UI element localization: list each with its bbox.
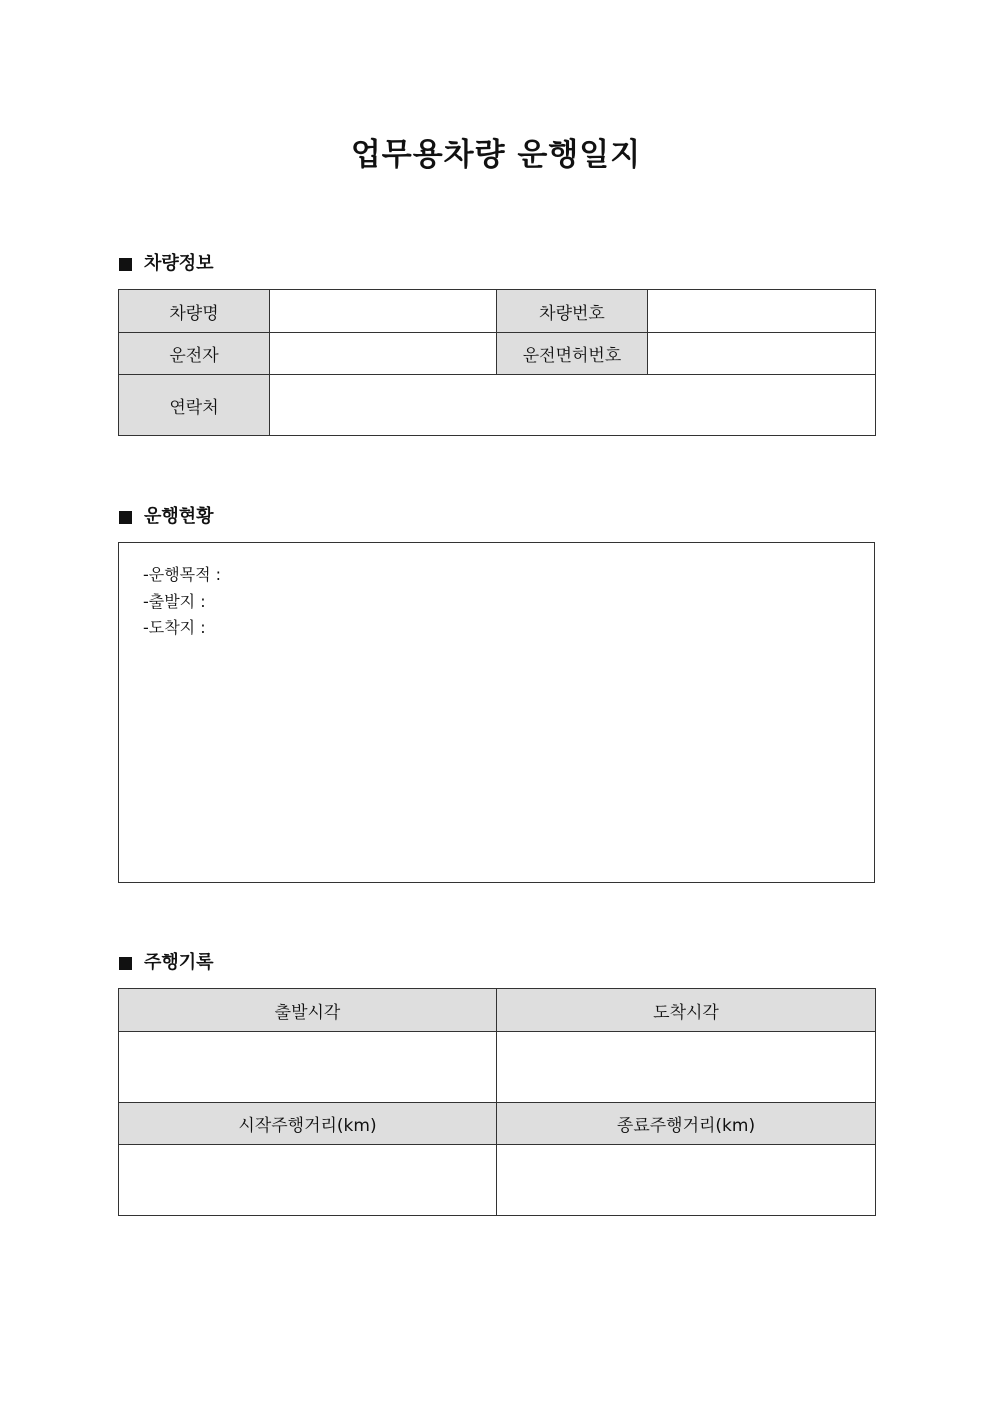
- table-row: [119, 989, 876, 1032]
- operation-status-heading-text: 운행현황: [144, 506, 214, 527]
- vehicle-info-table: [118, 289, 876, 436]
- table-row: [119, 1103, 876, 1145]
- vehicle-name-field[interactable]: [270, 290, 497, 333]
- contact-label: 연락처: [119, 375, 270, 436]
- end-mileage-field[interactable]: [497, 1145, 876, 1216]
- start-mileage-field[interactable]: [119, 1145, 497, 1216]
- departure-time-label: 출발시각: [119, 989, 497, 1032]
- driving-record-table: [118, 988, 876, 1216]
- driving-record-heading-text: 주행기록: [144, 952, 214, 973]
- destination-line: -도착지 :: [143, 618, 206, 637]
- operation-status-box[interactable]: [118, 542, 875, 883]
- license-number-label: 운전면허번호: [497, 333, 648, 375]
- table-row: [119, 1032, 876, 1103]
- page-title: 업무용차량 운행일지: [350, 137, 642, 173]
- operation-status-heading: [119, 504, 214, 530]
- vehicle-number-field[interactable]: [648, 290, 876, 333]
- table-row: [119, 375, 876, 436]
- start-mileage-label: 시작주행거리(km): [119, 1103, 497, 1145]
- vehicle-info-heading: [119, 251, 214, 277]
- square-bullet-icon: [119, 258, 132, 271]
- purpose-line: -운행목적 :: [143, 565, 222, 584]
- license-number-field[interactable]: [648, 333, 876, 375]
- square-bullet-icon: [119, 511, 132, 524]
- departure-time-field[interactable]: [119, 1032, 497, 1103]
- contact-field[interactable]: [270, 375, 876, 436]
- driver-field[interactable]: [270, 333, 497, 375]
- vehicle-info-heading-text: 차량정보: [144, 253, 214, 274]
- vehicle-number-label: 차량번호: [497, 290, 648, 333]
- departure-place-line: -출발지 :: [143, 591, 206, 611]
- table-row: [119, 333, 876, 375]
- arrival-time-label: 도착시각: [497, 989, 876, 1032]
- driver-label: 운전자: [119, 333, 270, 375]
- table-row: [119, 290, 876, 333]
- arrival-time-field[interactable]: [497, 1032, 876, 1103]
- driving-record-heading: [119, 950, 214, 976]
- vehicle-name-label: 차량명: [119, 290, 270, 333]
- end-mileage-label: 종료주행거리(km): [497, 1103, 876, 1145]
- operation-status-lines: [143, 562, 221, 642]
- square-bullet-icon: [119, 957, 132, 970]
- table-row: [119, 1145, 876, 1216]
